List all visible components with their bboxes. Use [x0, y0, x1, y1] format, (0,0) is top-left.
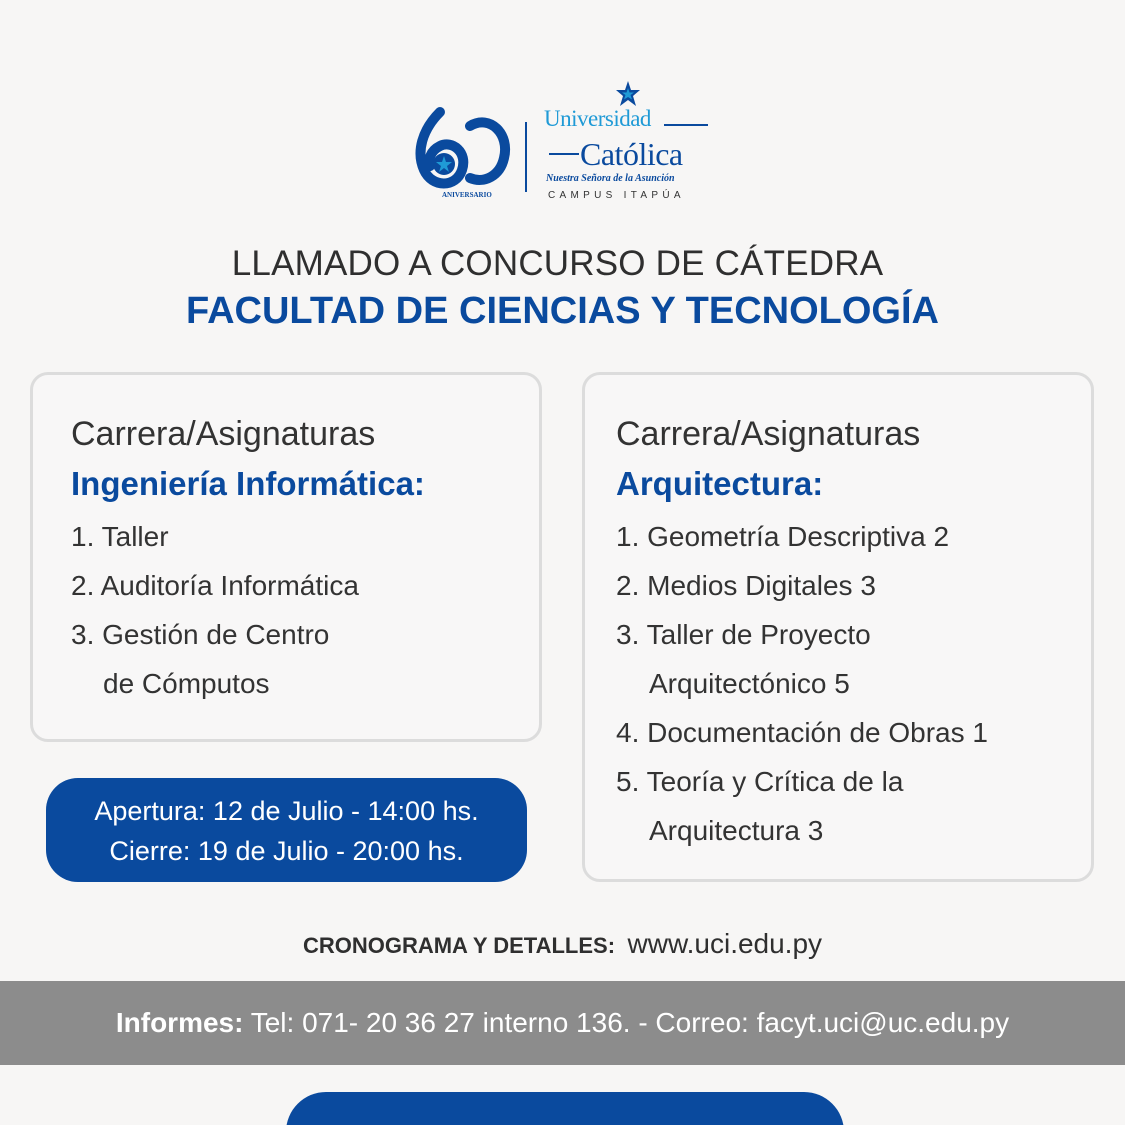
- campus-label: CAMPUS ITAPÚA: [548, 190, 685, 201]
- subject-item: 3. Gestión de Centro: [71, 619, 330, 650]
- opening-date: Apertura: 12 de Julio - 14:00 hs.: [94, 796, 479, 826]
- career-name: Ingeniería Informática:: [71, 465, 425, 502]
- university-line1: Universidad: [544, 106, 651, 131]
- university-line2: Católica: [580, 136, 683, 172]
- card-heading: Carrera/Asignaturas: [71, 415, 376, 453]
- career-name: Arquitectura:: [616, 465, 824, 502]
- logo-divider: [525, 122, 527, 192]
- info-label: Informes:: [115, 1007, 244, 1038]
- university-logo: [412, 80, 712, 210]
- website-link[interactable]: www.uci.edu.py: [627, 928, 823, 959]
- subject-item-continuation: Arquitectónico 5: [649, 668, 850, 699]
- schedule-label: CRONOGRAMA Y DETALLES:: [302, 933, 616, 958]
- page-title: LLAMADO A CONCURSO DE CÁTEDRA: [231, 244, 884, 283]
- subject-item: 5. Teoría y Crítica de la: [616, 766, 904, 797]
- wordmark-rule: [549, 153, 579, 155]
- university-subtitle: Nuestra Señora de la Asunción: [546, 173, 675, 184]
- subject-item-continuation: de Cómputos: [103, 668, 270, 699]
- contact-details: Tel: 071- 20 36 27 interno 136. - Correo: facyt.uci@uc.edu.py: [243, 1007, 1010, 1038]
- anniversary-word: ANIVERSARIO: [442, 191, 492, 199]
- subject-item-continuation: Arquitectura 3: [649, 815, 824, 846]
- contact-info-bar: [0, 981, 1125, 1065]
- subject-item: 1. Geometría Descriptiva 2: [616, 521, 950, 552]
- wordmark-rule: [664, 124, 708, 126]
- career-card-arquitectura: [582, 372, 1094, 882]
- university-wordmark: [540, 80, 710, 210]
- star-icon: [614, 80, 642, 108]
- dates-badge: [46, 778, 527, 882]
- sixty-anniversary-icon: [412, 100, 512, 200]
- schedule-line: [0, 928, 1125, 960]
- subject-item: 2. Medios Digitales 3: [616, 570, 876, 601]
- card-heading: Carrera/Asignaturas: [616, 415, 921, 453]
- subject-item: 4. Documentación de Obras 1: [616, 717, 988, 748]
- subject-item: 2. Auditoría Informática: [71, 570, 359, 601]
- career-card-informatica: [30, 372, 542, 742]
- bottom-banner: [286, 1092, 844, 1125]
- faculty-title: FACULTAD DE CIENCIAS Y TECNOLOGÍA: [185, 290, 939, 332]
- subject-item: 1. Taller: [71, 521, 169, 552]
- closing-date: Cierre: 19 de Julio - 20:00 hs.: [109, 836, 464, 866]
- subject-item: 3. Taller de Proyecto: [616, 619, 871, 650]
